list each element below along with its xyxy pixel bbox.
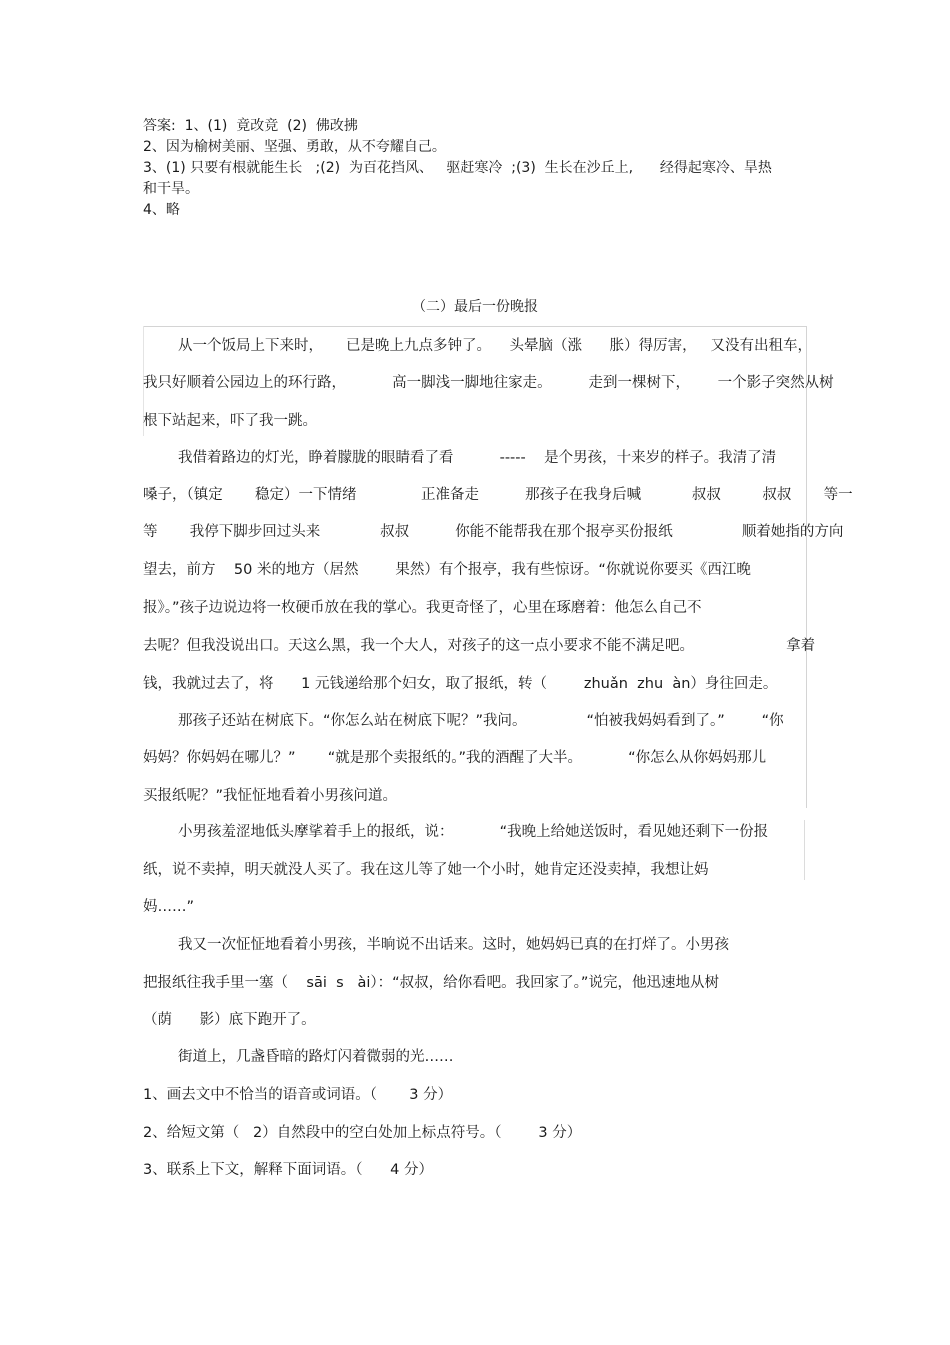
answer-line: 和干旱。 (143, 181, 199, 197)
question-item: 1、画去文中不恰当的语音或词语。（ 3 分） (143, 1087, 453, 1103)
answer-line: 2、因为榆树美丽、坚强、勇敢，从不夸耀自己。 (143, 139, 446, 155)
question-item: 3、联系上下文，解释下面词语。（ 4 分） (143, 1162, 433, 1178)
box-border-right (806, 326, 807, 808)
passage-line: 等 我停下脚步回过头来 叔叔 你能不能帮我在那个报亭买份报纸 顺着她指的方向 (143, 524, 844, 540)
answer-line: 答案: 1、(1) 竟改竞 (2) 佛改拂 (143, 118, 358, 134)
box-border-fragment (804, 820, 805, 880)
passage-line: 小男孩羞涩地低头摩挲着手上的报纸，说： “我晚上给她送饭时，看见她还剩下一份报 (178, 824, 769, 840)
passage-line: （荫 影）底下跑开了。 (143, 1012, 316, 1028)
passage-line: 妈……” (143, 899, 195, 915)
box-border-top (143, 326, 807, 327)
passage-line: 把报纸往我手里一塞（ sāi s ài）：“叔叔，给你看吧。我回家了。”说完，他迅速地从树 (143, 975, 719, 991)
answer-line: 3、(1) 只要有根就能生长 ;(2) 为百花挡风、 驱赶寒冷 ;(3) 生长在沙丘上, 经得起寒冷、旱热 (143, 160, 772, 176)
passage-line: 报》。”孩子边说边将一枚硬币放在我的掌心。我更奇怪了，心里在琢磨着：他怎么自己不 (143, 600, 702, 616)
question-item: 2、给短文第（ 2）自然段中的空白处加上标点符号。（ 3 分） (143, 1125, 582, 1141)
passage-line: 我又一次怔怔地看着小男孩，半晌说不出话来。这时，她妈妈已真的在打烊了。小男孩 (178, 937, 729, 953)
passage-line: 妈妈？你妈妈在哪儿？” “就是那个卖报纸的。”我的酒醒了大半。 “你怎么从你妈妈那儿 (143, 750, 767, 766)
passage-line: 买报纸呢？”我怔怔地看着小男孩问道。 (143, 788, 398, 804)
passage-line: 去呢？但我没说出口。天这么黑，我一个大人，对孩子的这一点小要求不能不满足吧。 拿着 (143, 638, 816, 654)
passage-line: 那孩子还站在树底下。“你怎么站在树底下呢？”我问。 “怕被我妈妈看到了。” “你 (178, 713, 784, 729)
passage-line: 街道上，几盏昏暗的路灯闪着微弱的光…… (178, 1049, 454, 1065)
answer-line: 4、略 (143, 202, 180, 218)
passage-line: 望去，前方 50 米的地方（居然 果然）有个报亭，我有些惊讶。“你就说你要买《西江晚 (143, 562, 751, 578)
passage-title: （二）最后一份晚报 (412, 299, 538, 315)
passage-line: 我借着路边的灯光，睁着朦胧的眼睛看了看 ----- 是个男孩，十来岁的样子。我清了清 (178, 450, 777, 466)
passage-line: 我只好顺着公园边上的环行路， 高一脚浅一脚地往家走。 走到一棵树下， 一个影子突然从树 (143, 375, 834, 391)
passage-line: 从一个饭局上下来时， 已是晚上九点多钟了。 头晕脑（涨 胀）得厉害， 又没有出租车， (178, 338, 812, 354)
passage-line: 根下站起来，吓了我一跳。 (143, 413, 317, 429)
passage-line: 钱，我就过去了，将 1 元钱递给那个妇女，取了报纸，转（ zhuǎn zhu àn）身往回走。 (143, 676, 778, 692)
passage-line: 纸，说不卖掉，明天就没人买了。我在这儿等了她一个小时，她肯定还没卖掉，我想让妈 (143, 862, 709, 878)
passage-line: 嗓子，（镇定 稳定）一下情绪 正准备走 那孩子在我身后喊 叔叔 叔叔 等一 (143, 487, 853, 503)
answer-section (143, 116, 808, 221)
